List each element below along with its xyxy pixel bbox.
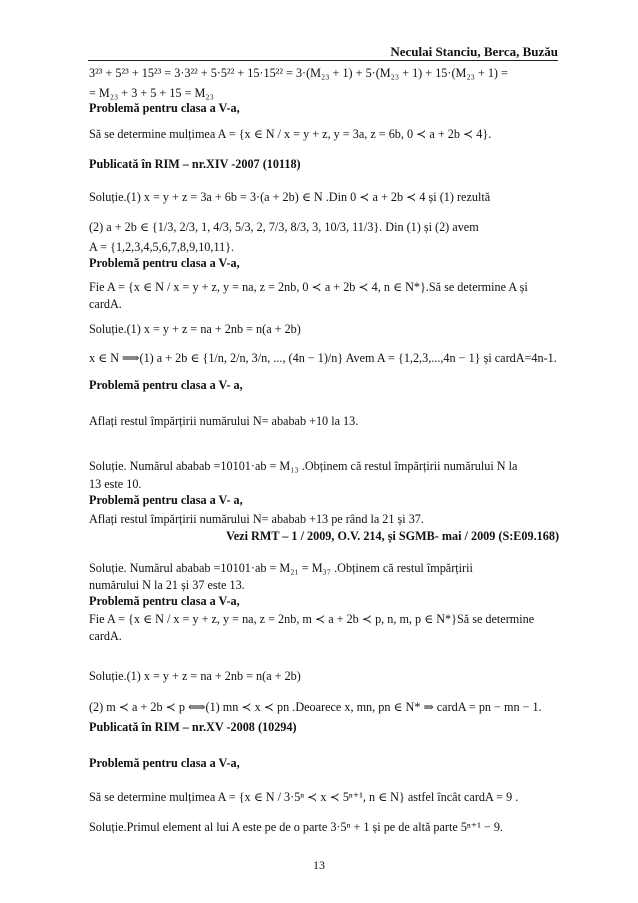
problem-heading: Problemă pentru clasa a V-a, [89,256,240,270]
text-line: numărului N la 21 și 37 este 13. [89,578,245,592]
text-line: x ∈ N ⟹(1) a + 2b ∈ {1/n, 2/n, 3/n, ..., (4n − 1)/n} Avem A = {1,2,3,...,4n − 1} și cardA=4n-1. [89,351,557,365]
text-line: A = {1,2,3,4,5,6,7,8,9,10,11}. [89,240,235,254]
text-line: Fie A = {x ∈ N / x = y + z, y = na, z = 2nb, m ≺ a + 2b ≺ p, n, m, p ∈ N*}Să se determine [89,612,535,626]
problem-heading: Problemă pentru clasa a V-a, [89,756,240,770]
page-header-author: Neculai Stanciu, Berca, Buzău [390,44,558,59]
problem-heading: Problemă pentru clasa a V- a, [89,378,243,392]
publication-note: Publicată în RIM – nr.XV -2008 (10294) [89,720,297,734]
text-line: (2) a + 2b ∈ {1/3, 2/3, 1, 4/3, 5/3, 2, 7/3, 8/3, 3, 10/3, 11/3}. Din (1) și (2) avem [89,220,479,234]
text-line: Soluție.(1) x = y + z = na + 2nb = n(a + 2b) [89,322,301,336]
text-line: Fie A = {x ∈ N / x = y + z, y = na, z = 2nb, 0 ≺ a + 2b ≺ 4, n ∈ N*}.Să se determine A și [89,280,528,294]
reference-note: Vezi RMT – 1 / 2009, O.V. 214, și SGMB- mai / 2009 (S:E09.168) [226,529,559,543]
text-line: Să se determine mulțimea A = {x ∈ N / 3·5ⁿ ≺ x ≺ 5ⁿ⁺¹, n ∈ N} astfel încât cardA = 9 . [89,790,519,804]
text-line: Soluție.(1) x = y + z = na + 2nb = n(a + 2b) [89,669,301,683]
text-line: Soluție.Primul element al lui A este pe de o parte 3·5ⁿ + 1 și pe de altă parte 5ⁿ⁺¹ − 9. [89,820,503,834]
text-line: cardA. [89,297,122,311]
publication-note: Publicată în RIM – nr.XIV -2007 (10118) [89,157,301,171]
text-line: Să se determine mulțimea A = {x ∈ N / x = y + z, y = 3a, z = 6b, 0 ≺ a + 2b ≺ 4}. [89,127,492,141]
page-number: 13 [313,858,325,872]
text-line: Soluție. Numărul ababab =10101·ab = M₁₃ .Obținem că restul împărțirii numărului N la [89,459,518,473]
text-line: cardA. [89,629,122,643]
text-line: Soluție. Numărul ababab =10101·ab = M₂₁ = M₃₇ .Obținem că restul împărțirii [89,561,473,575]
problem-heading: Problemă pentru clasa a V-a, [89,594,240,608]
problem-heading: Problemă pentru clasa a V- a, [89,493,243,507]
text-line: 3²³ + 5²³ + 15²³ = 3·3²² + 5·5²² + 15·15²² = 3·(M₂₃ + 1) + 5·(M₂₃ + 1) + 15·(M₂₃ + 1) = [89,66,508,80]
text-line: Soluție.(1) x = y + z = 3a + 6b = 3·(a + 2b) ∈ N .Din 0 ≺ a + 2b ≺ 4 și (1) rezultă [89,190,491,204]
text-line: Aflați restul împărțirii numărului N= ababab +13 pe rând la 21 și 37. [89,512,424,526]
text-line: (2) m ≺ a + 2b ≺ p ⟺(1) mn ≺ x ≺ pn .Deoarece x, mn, pn ∈ N* ⇒ cardA = pn − mn − 1. [89,700,542,714]
problem-heading: Problemă pentru clasa a V-a, [89,101,240,115]
header-rule [88,60,558,61]
text-line: = M₂₃ + 3 + 5 + 15 = M₂₃ [89,86,214,100]
text-line: 13 este 10. [89,477,142,491]
text-line: Aflați restul împărțirii numărului N= ababab +10 la 13. [89,414,359,428]
